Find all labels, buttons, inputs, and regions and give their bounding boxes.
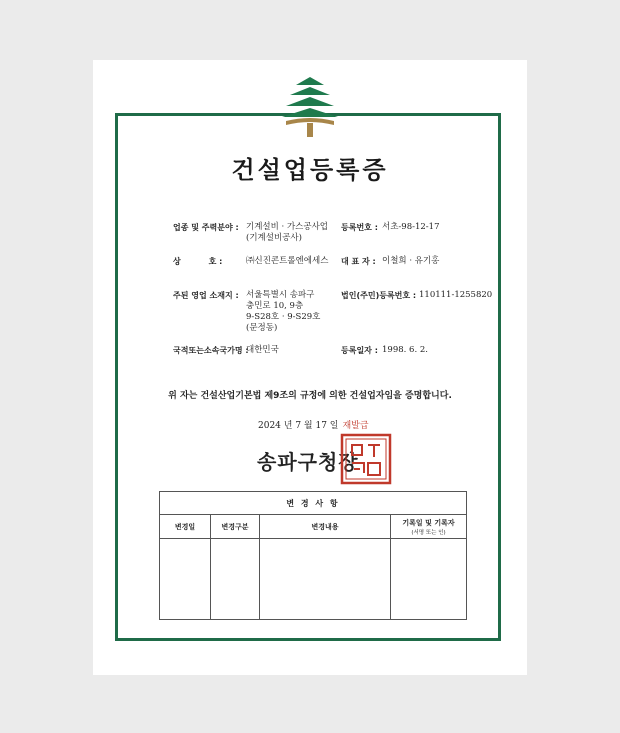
col-record-sub: (서명 또는 인) (411, 529, 446, 536)
table-cell (260, 539, 391, 620)
ceo-label: 대 표 자 : (341, 257, 376, 266)
changes-table-title: 변 경 사 항 (160, 492, 467, 515)
nationality-value: 대한민국 (246, 345, 279, 355)
official-seal-icon (340, 433, 392, 485)
changes-table (159, 491, 467, 620)
corp-no-value: 110111-1255820 (419, 290, 493, 300)
company-label: 상 호 : (173, 257, 223, 266)
business-type-label: 업종 및 주력분야 : (173, 223, 239, 232)
address-label: 주된 영업 소재지 : (173, 291, 239, 300)
issue-date-line (258, 418, 369, 431)
table-cell (211, 539, 260, 620)
reg-date-value: 1998. 6. 2. (382, 345, 428, 355)
reg-date-label: 등록일자 : (341, 346, 378, 355)
reg-no-label: 등록번호 : (341, 223, 378, 232)
col-change-type: 변경구분 (211, 515, 260, 539)
issuer-name: 송파구청장 (257, 450, 359, 474)
issue-date: 2024 년 7 월 17 일 (258, 421, 339, 431)
table-cell (391, 539, 467, 620)
certification-statement: 위 자는 건설산업기본법 제9조의 규정에 의한 건설업자임을 증명합니다. (168, 391, 452, 401)
nationality-label: 국적또는소속국가명 : (173, 346, 249, 355)
document-title: 건설업등록증 (231, 156, 389, 184)
ceo-value: 이철희 · 유기홍 (382, 256, 440, 266)
address-value: 서울특별시 송파구 충민로 10, 9층 9-S28호 · 9-S29호 (문정동) (246, 290, 321, 333)
col-change-content: 변경내용 (260, 515, 391, 539)
col-record-label: 기록일 및 기록자 (402, 518, 455, 527)
tree-emblem-icon (280, 73, 340, 139)
company-value: ㈜신진콘트롤엔에세스 (246, 256, 329, 266)
col-record (391, 515, 467, 539)
table-cell (160, 539, 211, 620)
col-change-date: 변경일 (160, 515, 211, 539)
reg-no-value: 서초-98-12-17 (382, 222, 440, 232)
reissue-mark: 재발급 (342, 421, 369, 431)
corp-no-label: 법인(주민)등록번호 : (341, 291, 417, 300)
business-type-value: 기계설비 · 가스공사업 (기계설비공사) (246, 222, 329, 243)
